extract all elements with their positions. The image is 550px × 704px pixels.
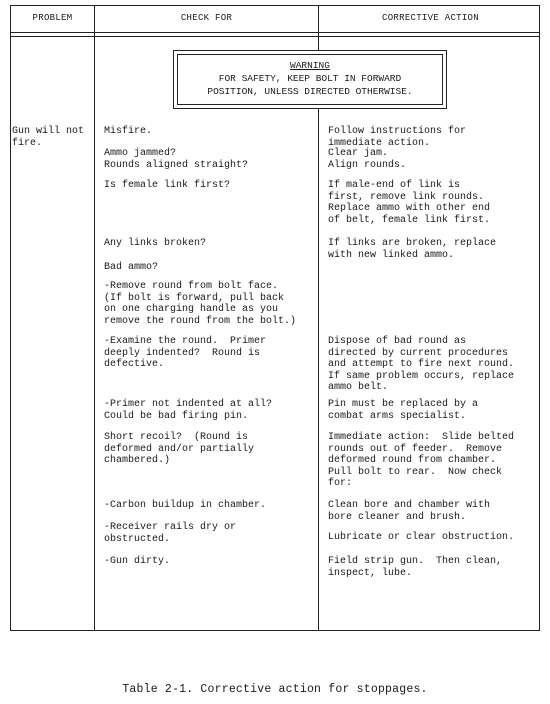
check-links-broken: Any links broken? xyxy=(104,238,207,249)
check-short-recoil: Short recoil? (Round is deformed and/or partially chambered.) xyxy=(104,432,255,466)
action-misfire: Follow instructions for immediate action. xyxy=(328,126,467,149)
check-bad-ammo: Bad ammo? xyxy=(104,262,159,273)
check-misfire: Misfire. xyxy=(104,126,153,137)
action-examine-round: Dispose of bad round as directed by current procedures and attempt to fire next round. If same problem occurs, replace ammo belt. xyxy=(328,336,515,393)
check-ammo-jammed: Ammo jammed? Rounds aligned straight? xyxy=(104,148,249,171)
warning-box-inner xyxy=(177,54,443,105)
warning-line-2: POSITION, UNLESS DIRECTED OTHERWISE. xyxy=(207,86,413,97)
problem-cell: Gun will not fire. xyxy=(12,126,85,149)
action-receiver-rails: Lubricate or clear obstruction. xyxy=(328,532,515,543)
warning-title: WARNING xyxy=(290,60,330,71)
action-carbon-buildup: Clean bore and chamber with bore cleaner and brush. xyxy=(328,500,491,523)
action-short-recoil: Immediate action: Slide belted rounds out of feeder. Remove deformed round from chamber. Pull bolt to rear. Now check for: xyxy=(328,432,515,489)
check-examine-round: -Examine the round. Primer deeply indented? Round is defective. xyxy=(104,336,267,370)
header-corrective-action: CORRECTIVE ACTION xyxy=(382,13,479,23)
header-problem: PROBLEM xyxy=(32,13,73,23)
warning-line-1: FOR SAFETY, KEEP BOLT IN FORWARD xyxy=(218,73,402,84)
check-primer-not-indented: -Primer not indented at all? Could be bad firing pin. xyxy=(104,399,273,422)
header-check-for: CHECK FOR xyxy=(180,13,233,23)
check-remove-round: -Remove round from bolt face. (If bolt is forward, pull back on one charging handle as you remove the round from the bolt.) xyxy=(104,281,297,327)
check-receiver-rails: -Receiver rails dry or obstructed. xyxy=(104,522,237,545)
table-caption: Table 2-1. Corrective action for stoppages. xyxy=(122,683,428,696)
action-gun-dirty: Field strip gun. Then clean, inspect, lube. xyxy=(328,556,503,579)
warning-box xyxy=(173,50,447,109)
action-links-broken: If links are broken, replace with new linked ammo. xyxy=(328,238,497,261)
check-carbon-buildup: -Carbon buildup in chamber. xyxy=(104,500,267,511)
action-female-link: If male-end of link is first, remove link rounds. Replace ammo with other end of belt, female link first. xyxy=(328,180,491,226)
header-spacer-row xyxy=(11,33,539,37)
column-divider-1 xyxy=(94,6,95,630)
action-ammo-jammed: Clear jam. Align rounds. xyxy=(328,148,407,171)
action-primer-not-indented: Pin must be replaced by a combat arms specialist. xyxy=(328,399,479,422)
check-gun-dirty: -Gun dirty. xyxy=(104,556,171,567)
check-female-link: Is female link first? xyxy=(104,180,231,191)
